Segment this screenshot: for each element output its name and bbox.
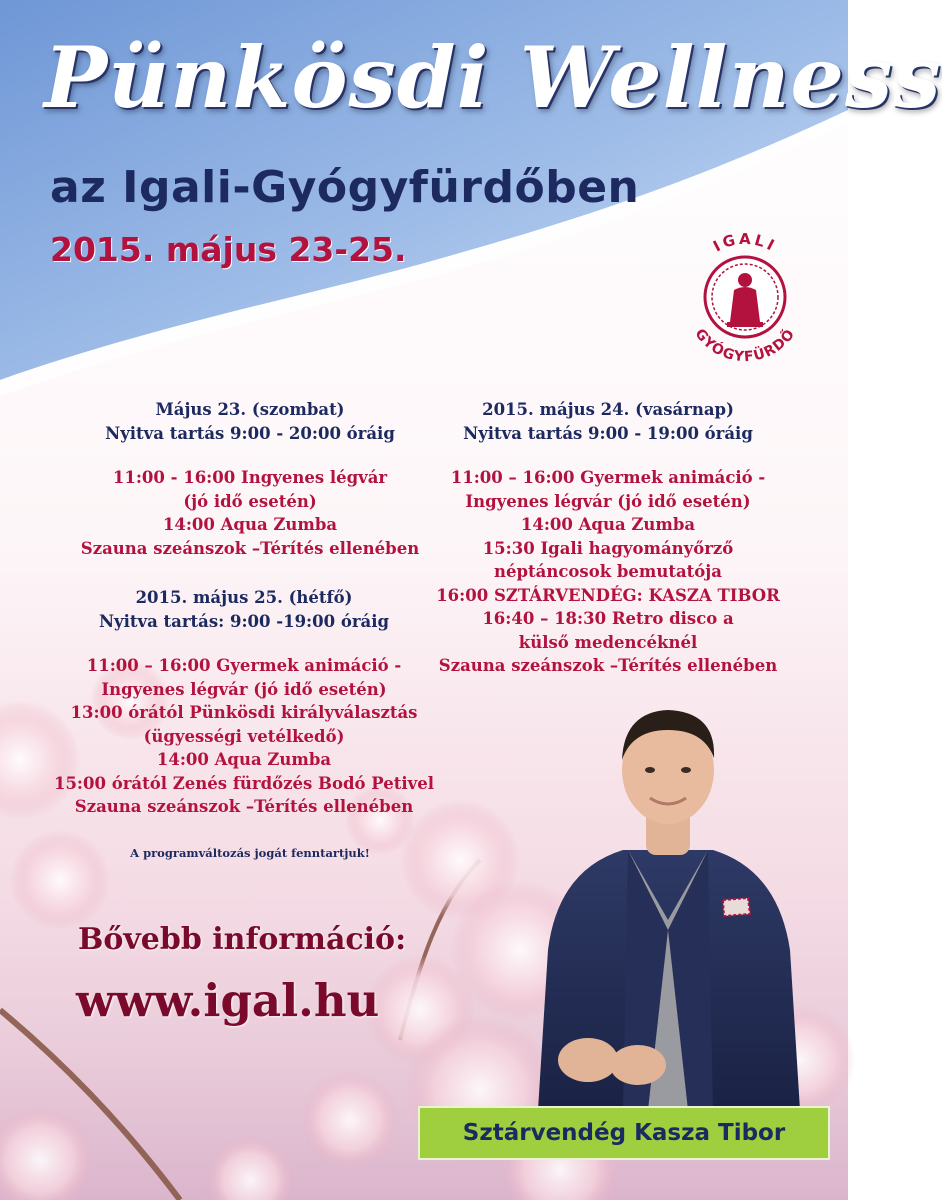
day-monday bbox=[24, 586, 464, 819]
svg-text:IGALI bbox=[710, 230, 780, 256]
guest-portrait bbox=[528, 700, 808, 1110]
guest-banner bbox=[418, 1106, 830, 1160]
event-item: 11:00 – 16:00 Gyermek animáció - bbox=[86, 656, 402, 675]
opening-hours: Nyitva tartás: 9:00 -19:00 óráig bbox=[98, 611, 390, 631]
logo-bottom-text: GYÓGYFÜRDŐ bbox=[691, 326, 799, 366]
event-item: 15:00 órától Zenés fürdőzés Bodó Petivel bbox=[53, 773, 435, 793]
logo-top-text: IGALI bbox=[710, 229, 780, 256]
event-item: 15:30 Igali hagyományőrző bbox=[482, 538, 734, 558]
opening-hours: Nyitva tartás 9:00 - 20:00 óráig bbox=[105, 423, 395, 443]
event-item: 14:00 Aqua Zumba bbox=[156, 750, 332, 769]
day-title: 2015. május 24. (vasárnap) bbox=[482, 400, 734, 419]
event-item: 11:00 – 16:00 Gyermek animáció - bbox=[450, 468, 766, 487]
event-item: 11:00 - 16:00 Ingyenes légvár bbox=[112, 468, 388, 487]
day-title: 2015. május 25. (hétfő) bbox=[135, 588, 353, 607]
event-item: 16:00 SZTÁRVENDÉG: KASZA TIBOR bbox=[436, 585, 780, 605]
venue-subtitle: az Igali-Gyógyfürdőben bbox=[50, 162, 640, 213]
opening-hours: Nyitva tartás 9:00 - 19:00 óráig bbox=[463, 423, 753, 443]
event-item: néptáncosok bemutatója bbox=[494, 562, 722, 581]
event-date: 2015. május 23-25. bbox=[50, 230, 407, 269]
event-item: Szauna szeánszok –Térítés ellenében bbox=[80, 538, 420, 558]
page-title: Pünkösdi Wellness bbox=[44, 28, 942, 127]
day-saturday bbox=[40, 398, 460, 560]
event-item: 14:00 Aqua Zumba bbox=[162, 515, 338, 534]
guest-banner-text: Sztárvendég Kasza Tibor bbox=[462, 1120, 786, 1146]
day-title: Május 23. (szombat) bbox=[155, 400, 345, 419]
change-disclaimer: A programváltozás jogát fenntartjuk! bbox=[130, 846, 370, 860]
event-item: (ügyességi vetélkedő) bbox=[143, 726, 345, 746]
event-item: (jó idő esetén) bbox=[183, 491, 317, 511]
event-item: 13:00 órától Pünkösdi királyválasztás bbox=[70, 703, 418, 722]
website-link[interactable]: www.igal.hu bbox=[76, 974, 380, 1027]
igali-logo bbox=[672, 224, 818, 370]
event-item: Ingyenes légvár (jó idő esetén) bbox=[101, 679, 387, 699]
event-item: Szauna szeánszok –Térítés ellenében bbox=[74, 797, 414, 816]
event-item: Ingyenes légvár (jó idő esetén) bbox=[465, 491, 751, 511]
event-item: külső medencéknél bbox=[518, 632, 698, 652]
more-info-label: Bővebb információ: bbox=[78, 922, 407, 957]
event-item: Szauna szeánszok –Térítés ellenében bbox=[438, 656, 778, 675]
event-item: 14:00 Aqua Zumba bbox=[520, 515, 696, 534]
event-item: 16:40 – 18:30 Retro disco a bbox=[482, 609, 734, 628]
